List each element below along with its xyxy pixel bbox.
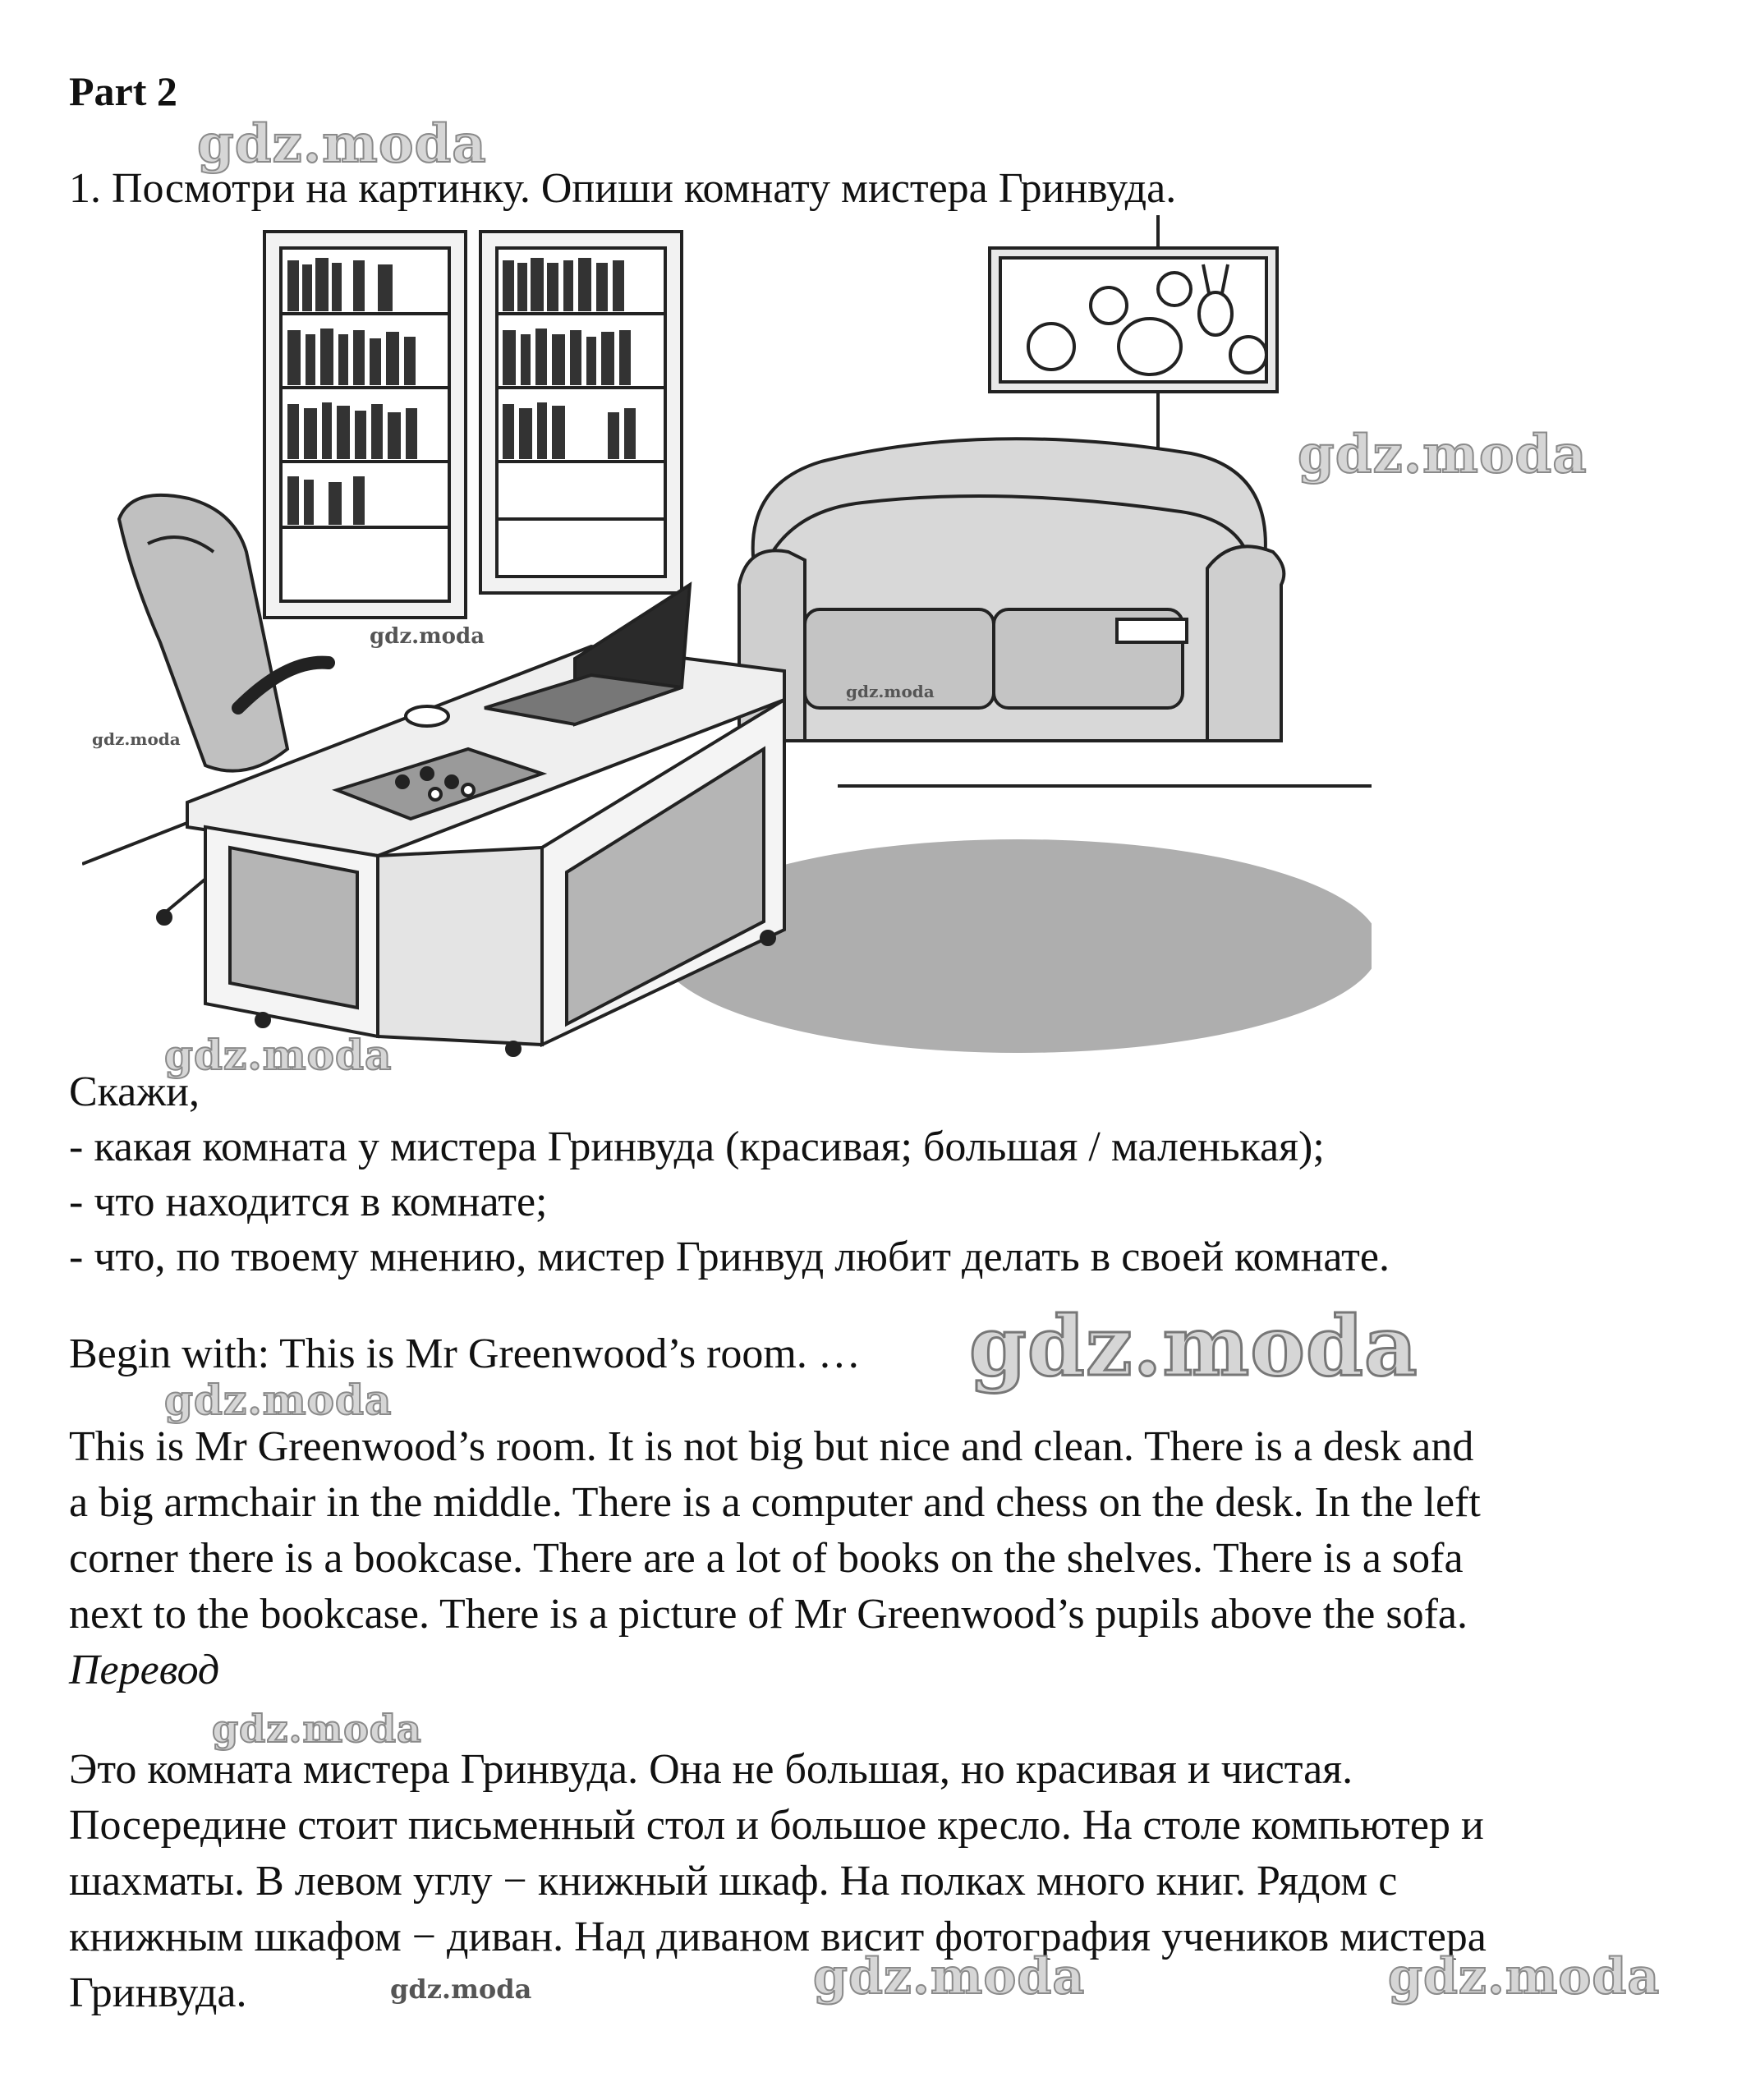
say-intro: Скажи, xyxy=(69,1068,200,1115)
watermark: gdz.moda xyxy=(164,1031,393,1079)
watermark: gdz.moda xyxy=(164,1376,393,1424)
answer-line: corner there is a bookcase. There are a lot of books on the shelves. There is a sofa xyxy=(69,1535,1464,1582)
translation-line: Посередине стоит письменный стол и большое кресло. На столе компьютер и xyxy=(69,1802,1484,1849)
translation-line: шахматы. В левом углу − книжный шкаф. На полках много книг. Рядом с xyxy=(69,1858,1398,1905)
computer-mouse xyxy=(406,706,448,726)
wall-picture xyxy=(990,248,1277,392)
watermark: gdz.moda xyxy=(212,1707,422,1751)
task-instruction: 1. Посмотри на картинку. Опиши комнату мистера Гринвуда. xyxy=(69,165,1177,212)
say-item: - что, по твоему мнению, мистер Гринвуд любит делать в своей комнате. xyxy=(69,1234,1390,1280)
begin-with: Begin with: This is Mr Greenwood’s room. … xyxy=(69,1330,861,1377)
part-title: Part 2 xyxy=(69,68,177,114)
room-illustration xyxy=(82,215,1372,1061)
watermark: gdz.moda xyxy=(813,1948,1086,2006)
watermark: gdz.moda xyxy=(969,1298,1418,1395)
answer-line: a big armchair in the middle. There is a computer and chess on the desk. In the left xyxy=(69,1479,1481,1526)
translation-label: Перевод xyxy=(69,1647,220,1693)
say-item: - какая комната у мистера Гринвуда (красивая; большая / маленькая); xyxy=(69,1124,1325,1170)
watermark: gdz.moda xyxy=(1388,1948,1661,2006)
sofa xyxy=(739,439,1284,741)
watermark: gdz.moda xyxy=(92,729,181,749)
watermark: gdz.moda xyxy=(390,1974,532,2005)
translation-line: книжным шкафом − диван. Над диваном висит фотография учеников мистера xyxy=(69,1914,1487,1960)
answer-line: next to the bookcase. There is a picture of Mr Greenwood’s pupils above the sofa. xyxy=(69,1591,1468,1638)
say-item: - что находится в комнате; xyxy=(69,1179,548,1225)
watermark: gdz.moda xyxy=(197,113,487,175)
watermark: gdz.moda xyxy=(1298,424,1588,485)
translation-line: Гринвуда. xyxy=(69,1969,247,2016)
translation-line: Это комната мистера Гринвуда. Она не большая, но красивая и чистая. xyxy=(69,1746,1353,1793)
watermark: gdz.moda xyxy=(370,624,485,649)
answer-line: This is Mr Greenwood’s room. It is not big but nice and clean. There is a desk and xyxy=(69,1423,1474,1470)
watermark: gdz.moda xyxy=(846,682,935,701)
